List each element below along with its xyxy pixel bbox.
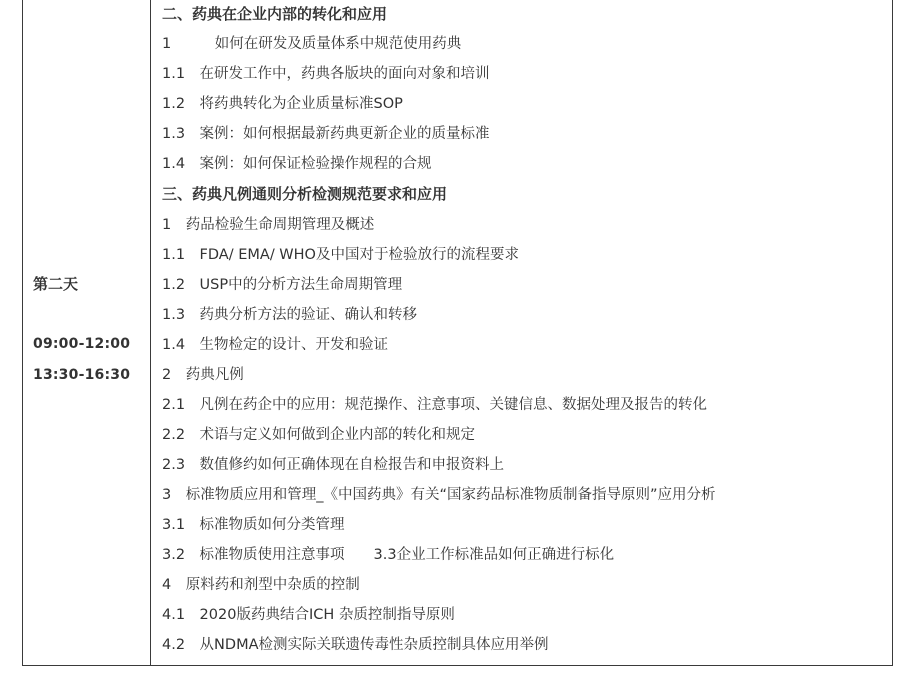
agenda-item: 3.2 标准物质使用注意事项 3.3企业工作标准品如何正确进行标化: [162, 547, 615, 563]
section-heading-2: 二、药典在企业内部的转化和应用: [162, 5, 388, 23]
agenda-item: 3 标准物质应用和管理_《中国药典》有关“国家药品标准物质制备指导原则”应用分析: [162, 487, 716, 503]
agenda-item: 2.1 凡例在药企中的应用：规范操作、注意事项、关键信息、数据处理及报告的转化: [162, 397, 708, 413]
day-cell: [22, 0, 150, 666]
agenda-item: 1 如何在研发及质量体系中规范使用药典: [162, 36, 462, 52]
agenda-item: 4 原料药和剂型中杂质的控制: [162, 577, 360, 593]
agenda-item: 1.1 在研发工作中，药典各版块的面向对象和培训: [162, 66, 490, 82]
agenda-item: 1.2 将药典转化为企业质量标准SOP: [162, 96, 403, 112]
agenda-item: 4.2 从NDMA检测实际关联遗传毒性杂质控制具体应用举例: [162, 637, 549, 653]
agenda-item: 1.4 案例：如何保证检验操作规程的合规: [162, 156, 432, 172]
agenda-item: 2.3 数值修约如何正确体现在自检报告和申报资料上: [162, 457, 505, 473]
agenda-item: 1.2 USP中的分析方法生命周期管理: [162, 277, 403, 293]
agenda-item: 2 药典凡例: [162, 367, 244, 383]
agenda-item: 4.1 2020版药典结合ICH 杂质控制指导原则: [162, 607, 455, 623]
time-morning: 09:00-12:00: [33, 336, 131, 352]
agenda-item: 1 药品检验生命周期管理及概述: [162, 217, 375, 233]
agenda-item: 1.4 生物检定的设计、开发和验证: [162, 337, 389, 353]
section-heading-3: 三、药典凡例通则分析检测规范要求和应用: [162, 185, 448, 203]
agenda-item: 3.1 标准物质如何分类管理: [162, 517, 345, 533]
agenda-item: 1.1 FDA/ EMA/ WHO及中国对于检验放行的流程要求: [162, 247, 519, 263]
agenda-item: 2.2 术语与定义如何做到企业内部的转化和规定: [162, 427, 476, 443]
time-afternoon: 13:30-16:30: [33, 367, 131, 383]
agenda-item: 1.3 药典分析方法的验证、确认和转移: [162, 307, 418, 323]
agenda-cell: [151, 0, 891, 666]
day-label: 第二天: [33, 275, 79, 293]
agenda-item: 1.3 案例：如何根据最新药典更新企业的质量标准: [162, 126, 490, 142]
